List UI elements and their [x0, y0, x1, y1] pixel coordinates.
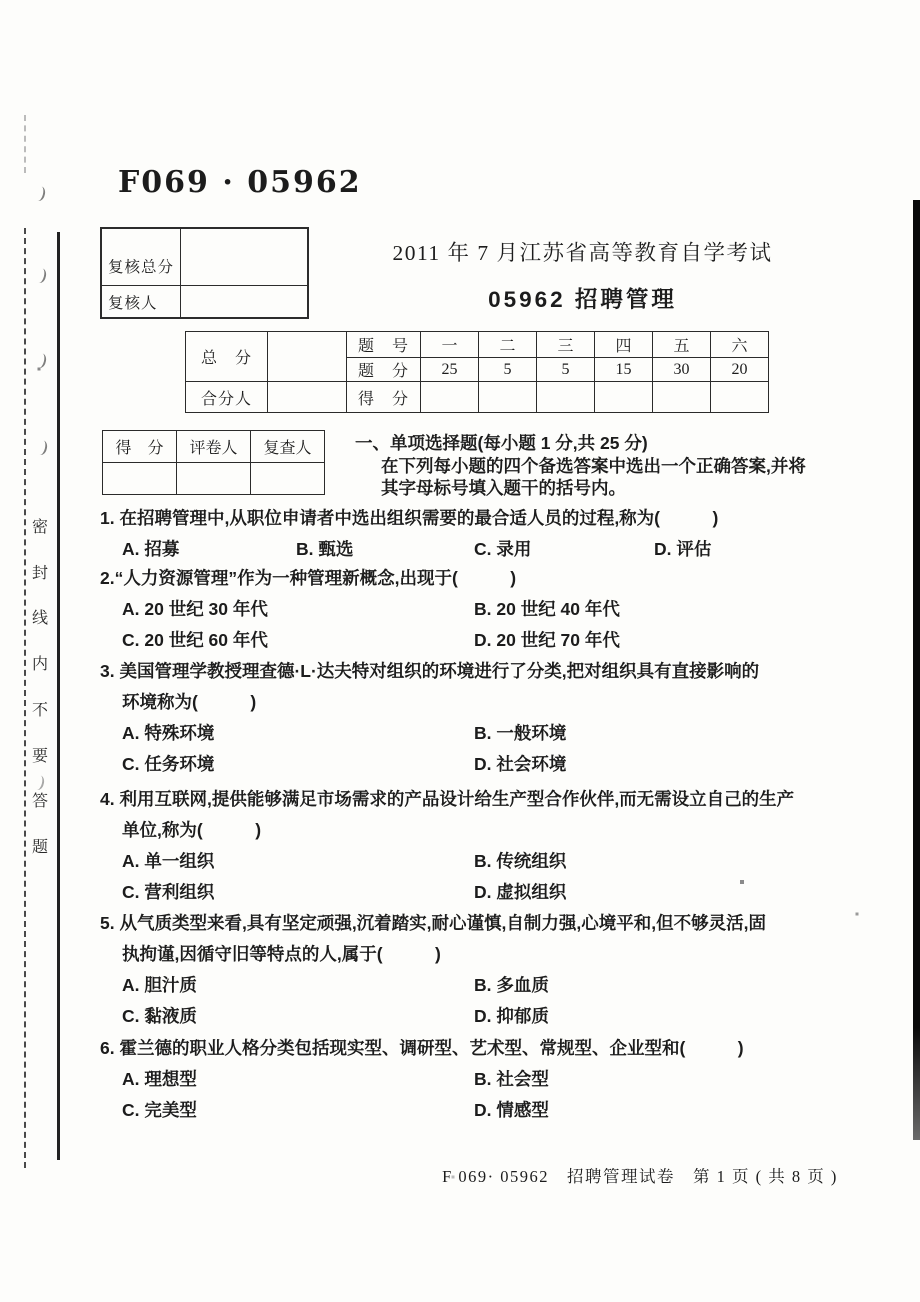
question-number-cell: 三: [537, 332, 595, 358]
option-d: D. 虚拟组织: [474, 882, 567, 902]
review-person-value: [181, 286, 307, 318]
seal-solid-line: [57, 232, 60, 1160]
question-number-cell: 四: [595, 332, 653, 358]
option-c: C. 营利组织: [122, 882, 215, 902]
obtained-score-cell: [653, 382, 711, 413]
total-score-label: 总 分: [186, 332, 268, 382]
option-row: [100, 718, 895, 749]
question-stem-line: 1. 在招聘管理中,从职位申请者中选出组织需要的最合适人员的过程,称为( ): [100, 508, 719, 528]
sum-person-value: [268, 382, 347, 413]
option-a: A. 招募: [122, 539, 180, 559]
sum-person-label: 合分人: [186, 382, 268, 413]
total-score-value: [268, 332, 347, 382]
question-number-cell: 五: [653, 332, 711, 358]
option-d: D. 20 世纪 70 年代: [474, 630, 620, 650]
grader-person-label: 评卷人: [177, 431, 251, 463]
obtained-score-cell: [711, 382, 769, 413]
option-c: C. 黏液质: [122, 1006, 197, 1026]
grader-table: [102, 430, 325, 495]
option-d: D. 情感型: [474, 1100, 549, 1120]
footer-page-info: 第 1 页 ( 共 8 页 ): [693, 1167, 838, 1186]
option-b: B. 甄选: [296, 539, 354, 559]
section-title: 一、单项选择题(每小题 1 分,共 25 分): [355, 433, 648, 453]
question-stem-line: 6. 霍兰德的职业人格分类包括现实型、调研型、艺术型、常规型、企业型和( ): [100, 1038, 744, 1058]
obtained-score-cell: [537, 382, 595, 413]
grader-checker-label: 复查人: [251, 431, 325, 463]
question-score-cell: 15: [595, 358, 653, 382]
review-total-row: [102, 229, 307, 286]
exam-code-heading: F069 · 05962: [118, 165, 362, 200]
option-row: [100, 749, 895, 780]
scan-arc-artifact: [33, 439, 48, 456]
review-total-label: 复核总分: [102, 229, 181, 285]
seal-margin-char: 线: [31, 610, 48, 627]
question-5: [100, 908, 895, 1032]
title-block: [300, 236, 865, 314]
obtained-score-cell: [479, 382, 537, 413]
footer-exam-name: 招聘管理试卷: [567, 1167, 676, 1186]
seal-margin-char: 内: [31, 656, 48, 673]
option-b: B. 社会型: [474, 1069, 549, 1089]
seal-margin-char: 题: [31, 839, 48, 856]
grader-score-value: [103, 463, 177, 495]
option-c: C. 任务环境: [122, 754, 215, 774]
question-stem-line: 单位,称为( ): [122, 820, 262, 840]
question-stem-line: 执拘谨,因循守旧等特点的人,属于( ): [122, 944, 441, 964]
scan-black-bar-right: [913, 200, 920, 1140]
option-row: [100, 1064, 895, 1095]
page-footer: [415, 1163, 865, 1187]
question-number-cell: 二: [479, 332, 537, 358]
obtained-score-label: 得 分: [347, 382, 421, 413]
option-a: A. 20 世纪 30 年代: [122, 599, 268, 619]
review-person-row: [102, 286, 307, 318]
obtained-score-cell: [595, 382, 653, 413]
grader-checker-value: [251, 463, 325, 495]
scan-arc-artifact: [32, 352, 47, 369]
option-c: C. 完美型: [122, 1100, 197, 1120]
option-b: B. 一般环境: [474, 723, 567, 743]
option-row: [100, 1001, 895, 1032]
question-score-label: 题 分: [347, 358, 421, 382]
seal-margin-char: 答: [31, 793, 48, 810]
scan-speckles: [0, 0, 2, 2]
option-row: [100, 594, 895, 625]
question-stem-line: 2.“人力资源管理”作为一种管理新概念,出现于( ): [100, 568, 517, 588]
question-score-cell: 25: [421, 358, 479, 382]
question-score-cell: 5: [479, 358, 537, 382]
option-b: B. 传统组织: [474, 851, 567, 871]
question-4: [100, 784, 895, 908]
option-d: D. 抑郁质: [474, 1006, 549, 1026]
review-score-box: [100, 227, 309, 319]
option-row: [100, 625, 895, 656]
footer-exam-code: F 069· 05962: [442, 1167, 550, 1186]
grader-score-label: 得 分: [103, 431, 177, 463]
exam-subtitle: 05962 招聘管理: [488, 287, 677, 312]
question-stem-line: 4. 利用互联网,提供能够满足市场需求的产品设计给生产型合作伙伴,而无需设立自己的生产: [100, 789, 795, 809]
seal-margin-char: 要: [31, 748, 48, 765]
section-instruction-line: 在下列每小题的四个备选答案中选出一个正确答案,并将: [381, 455, 806, 476]
option-b: B. 20 世纪 40 年代: [474, 599, 620, 619]
question-2: [100, 563, 895, 656]
question-stem-line: 环境称为( ): [122, 692, 257, 712]
seal-margin-char: 密: [31, 519, 48, 536]
section-heading: [355, 432, 806, 500]
option-a: A. 理想型: [122, 1069, 197, 1089]
seal-margin-char: 不: [31, 702, 48, 719]
question-score-cell: 20: [711, 358, 769, 382]
option-row: [100, 877, 895, 908]
option-a: A. 特殊环境: [122, 723, 215, 743]
scan-arc-artifact: [31, 185, 46, 202]
question-score-cell: 5: [537, 358, 595, 382]
review-person-label: 复核人: [102, 286, 181, 318]
option-c: C. 20 世纪 60 年代: [122, 630, 268, 650]
option-row: [100, 970, 895, 1001]
question-number-cell: 一: [421, 332, 479, 358]
seal-dashed-line: [24, 228, 26, 1168]
exam-title: 2011 年 7 月江苏省高等教育自学考试: [392, 241, 773, 265]
question-score-cell: 30: [653, 358, 711, 382]
option-a: A. 胆汁质: [122, 975, 197, 995]
seal-margin-char: 封: [31, 565, 48, 582]
question-stem-line: 3. 美国管理学教授理查德·L·达夫特对组织的环境进行了分类,把对组织具有直接影响的: [100, 661, 760, 681]
scan-arc-artifact: [32, 267, 47, 284]
question-1: [100, 503, 895, 565]
option-d: D. 社会环境: [474, 754, 567, 774]
question-6: [100, 1033, 895, 1126]
question-stem-line: 5. 从气质类型来看,具有坚定顽强,沉着踏实,耐心谨慎,自制力强,心境平和,但不够灵活,固: [100, 913, 766, 933]
option-d: D. 评估: [654, 539, 712, 559]
obtained-score-cell: [421, 382, 479, 413]
option-row: [100, 846, 895, 877]
question-3: [100, 656, 895, 780]
question-number-cell: 六: [711, 332, 769, 358]
seal-dashed-line-top: [24, 115, 26, 173]
section-instruction-line: 其字母标号填入题干的括号内。: [381, 478, 626, 498]
option-c: C. 录用: [474, 539, 532, 559]
question-number-label: 题 号: [347, 332, 421, 358]
option-row: [100, 1095, 895, 1126]
option-row: [100, 534, 895, 565]
option-b: B. 多血质: [474, 975, 549, 995]
option-a: A. 单一组织: [122, 851, 215, 871]
score-summary-table: [185, 331, 769, 413]
review-total-value: [181, 229, 307, 285]
grader-person-value: [177, 463, 251, 495]
